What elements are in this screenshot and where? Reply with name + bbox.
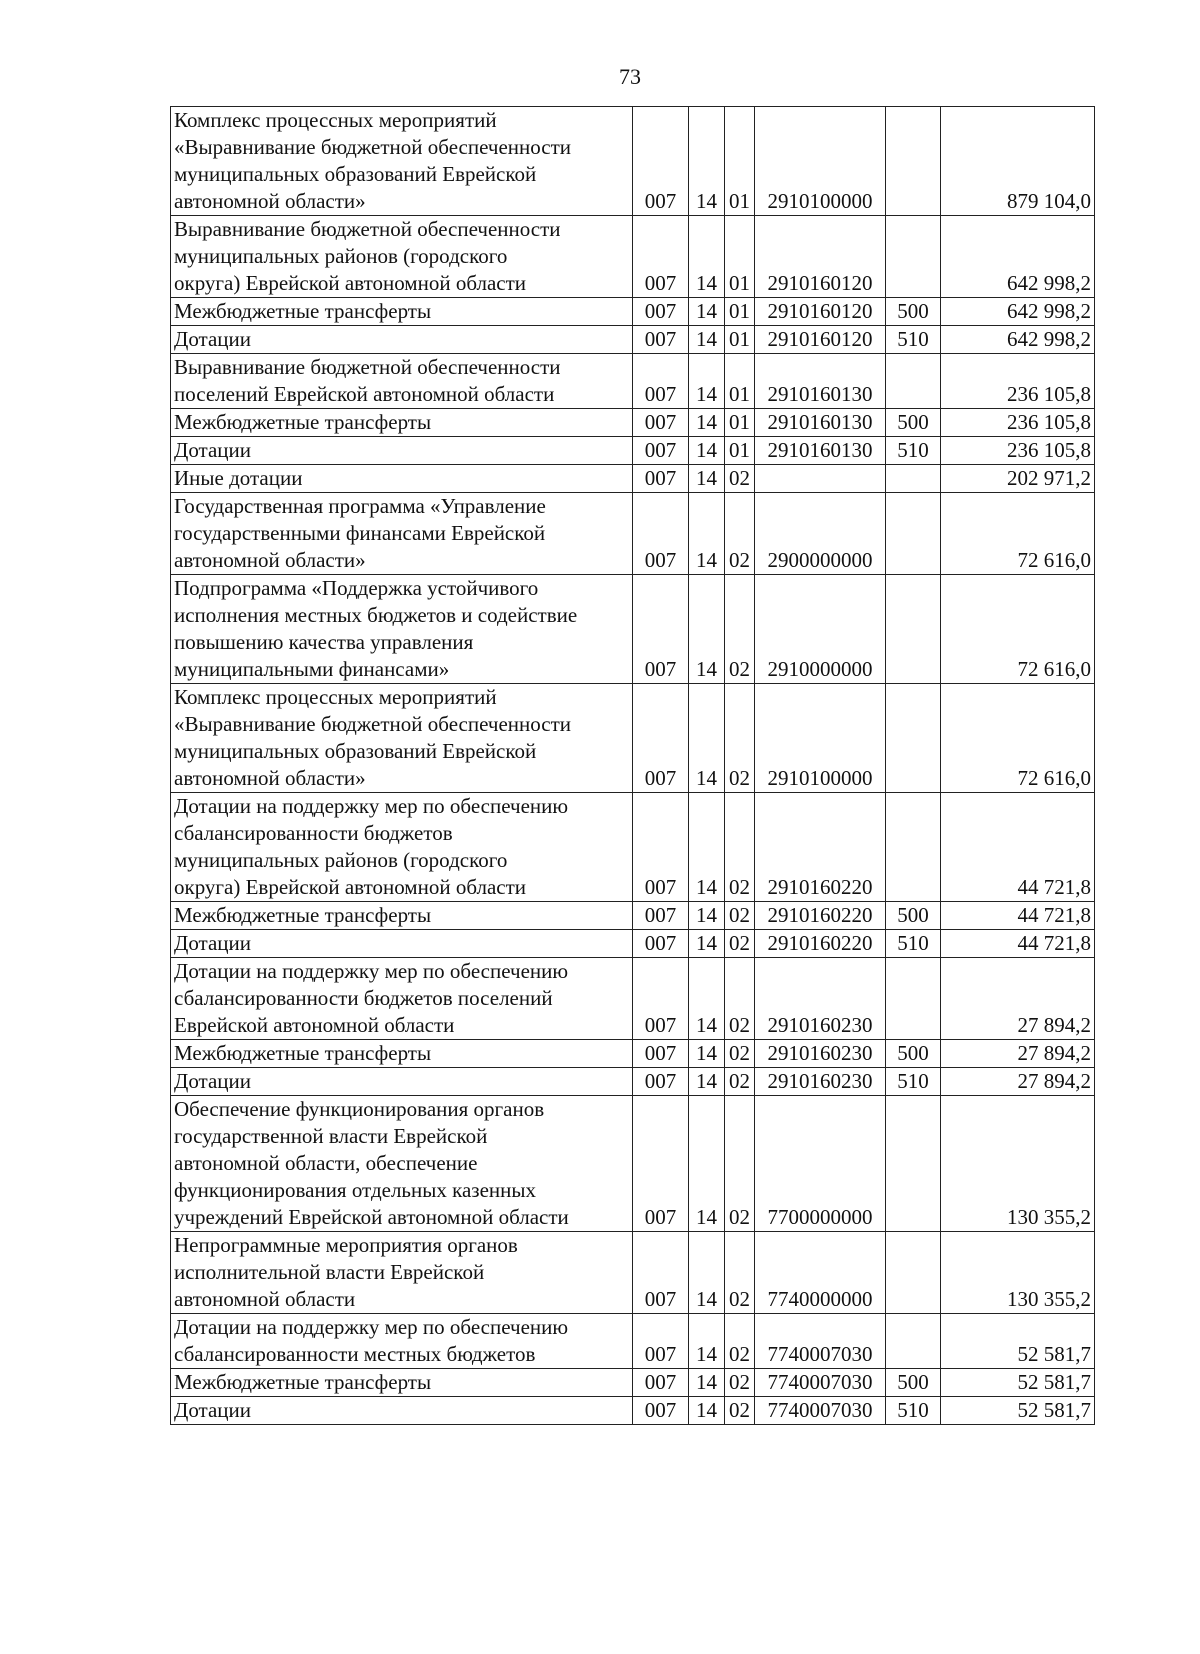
cell-name: Государственная программа «Управление государственными финансами Еврейской автономной области» xyxy=(171,493,633,575)
cell-grbs-code: 007 xyxy=(633,326,689,354)
cell-target-article: 2910160130 xyxy=(755,354,886,409)
budget-table xyxy=(170,106,1095,1425)
cell-amount: 202 971,2 xyxy=(941,465,1095,493)
table-row xyxy=(171,958,1095,1040)
cell-expense-type: 510 xyxy=(886,1397,941,1425)
cell-subsection-code: 02 xyxy=(725,684,755,793)
cell-expense-type: 510 xyxy=(886,437,941,465)
cell-expense-type xyxy=(886,354,941,409)
cell-target-article: 2910100000 xyxy=(755,684,886,793)
cell-expense-type xyxy=(886,107,941,216)
cell-subsection-code: 01 xyxy=(725,298,755,326)
table-row xyxy=(171,216,1095,298)
cell-target-article: 2910100000 xyxy=(755,107,886,216)
cell-amount: 52 581,7 xyxy=(941,1397,1095,1425)
cell-subsection-code: 02 xyxy=(725,1040,755,1068)
cell-section-code: 14 xyxy=(689,1314,725,1369)
cell-target-article: 2910160220 xyxy=(755,902,886,930)
cell-amount: 879 104,0 xyxy=(941,107,1095,216)
cell-subsection-code: 02 xyxy=(725,958,755,1040)
table-row xyxy=(171,1314,1095,1369)
cell-subsection-code: 02 xyxy=(725,1096,755,1232)
cell-section-code: 14 xyxy=(689,930,725,958)
cell-target-article: 2910160230 xyxy=(755,1040,886,1068)
cell-expense-type xyxy=(886,1096,941,1232)
cell-grbs-code: 007 xyxy=(633,354,689,409)
budget-table-body xyxy=(171,107,1095,1425)
cell-expense-type: 500 xyxy=(886,298,941,326)
cell-grbs-code: 007 xyxy=(633,1040,689,1068)
cell-section-code: 14 xyxy=(689,575,725,684)
cell-subsection-code: 01 xyxy=(725,437,755,465)
cell-expense-type: 510 xyxy=(886,1068,941,1096)
cell-amount: 236 105,8 xyxy=(941,409,1095,437)
cell-name: Выравнивание бюджетной обеспеченности муниципальных районов (городского округа) Еврейской автономной области xyxy=(171,216,633,298)
cell-section-code: 14 xyxy=(689,684,725,793)
cell-section-code: 14 xyxy=(689,216,725,298)
cell-grbs-code: 007 xyxy=(633,902,689,930)
cell-grbs-code: 007 xyxy=(633,1369,689,1397)
cell-grbs-code: 007 xyxy=(633,298,689,326)
table-row xyxy=(171,326,1095,354)
cell-name: Дотации на поддержку мер по обеспечению сбалансированности бюджетов муниципальных районов (городского округа) Еврейской автономной области xyxy=(171,793,633,902)
cell-grbs-code: 007 xyxy=(633,409,689,437)
cell-expense-type xyxy=(886,793,941,902)
cell-target-article: 2910160220 xyxy=(755,793,886,902)
cell-amount: 44 721,8 xyxy=(941,902,1095,930)
cell-grbs-code: 007 xyxy=(633,1314,689,1369)
cell-expense-type xyxy=(886,1314,941,1369)
cell-expense-type: 500 xyxy=(886,902,941,930)
cell-name: Подпрограмма «Поддержка устойчивого исполнения местных бюджетов и содействие повышению качества управления муниципальными финансами» xyxy=(171,575,633,684)
cell-name: Дотации xyxy=(171,326,633,354)
cell-amount: 642 998,2 xyxy=(941,326,1095,354)
cell-name: Непрограммные мероприятия органов исполнительной власти Еврейской автономной области xyxy=(171,1232,633,1314)
cell-name: Дотации xyxy=(171,930,633,958)
cell-grbs-code: 007 xyxy=(633,793,689,902)
cell-target-article: 7740007030 xyxy=(755,1397,886,1425)
cell-section-code: 14 xyxy=(689,1096,725,1232)
cell-grbs-code: 007 xyxy=(633,1068,689,1096)
cell-grbs-code: 007 xyxy=(633,1096,689,1232)
cell-target-article xyxy=(755,465,886,493)
cell-grbs-code: 007 xyxy=(633,575,689,684)
cell-target-article: 2910000000 xyxy=(755,575,886,684)
table-row xyxy=(171,1369,1095,1397)
cell-name: Дотации xyxy=(171,1068,633,1096)
cell-subsection-code: 01 xyxy=(725,354,755,409)
cell-subsection-code: 02 xyxy=(725,1397,755,1425)
cell-target-article: 7700000000 xyxy=(755,1096,886,1232)
cell-section-code: 14 xyxy=(689,326,725,354)
cell-target-article: 2910160130 xyxy=(755,409,886,437)
cell-expense-type: 510 xyxy=(886,930,941,958)
cell-expense-type: 500 xyxy=(886,409,941,437)
cell-subsection-code: 01 xyxy=(725,216,755,298)
cell-section-code: 14 xyxy=(689,107,725,216)
cell-name: Межбюджетные трансферты xyxy=(171,1040,633,1068)
cell-amount: 130 355,2 xyxy=(941,1232,1095,1314)
cell-name: Иные дотации xyxy=(171,465,633,493)
table-row xyxy=(171,793,1095,902)
cell-expense-type: 500 xyxy=(886,1040,941,1068)
table-row xyxy=(171,1096,1095,1232)
table-row xyxy=(171,493,1095,575)
page-number: 73 xyxy=(619,64,641,89)
cell-name: Комплекс процессных мероприятий «Выравнивание бюджетной обеспеченности муниципальных образований Еврейской автономной области» xyxy=(171,684,633,793)
cell-section-code: 14 xyxy=(689,793,725,902)
cell-subsection-code: 02 xyxy=(725,575,755,684)
cell-subsection-code: 01 xyxy=(725,409,755,437)
cell-amount: 44 721,8 xyxy=(941,793,1095,902)
cell-section-code: 14 xyxy=(689,437,725,465)
cell-grbs-code: 007 xyxy=(633,930,689,958)
table-row xyxy=(171,1068,1095,1096)
cell-amount: 642 998,2 xyxy=(941,298,1095,326)
cell-amount: 72 616,0 xyxy=(941,493,1095,575)
cell-grbs-code: 007 xyxy=(633,1232,689,1314)
cell-section-code: 14 xyxy=(689,1397,725,1425)
cell-section-code: 14 xyxy=(689,958,725,1040)
cell-subsection-code: 02 xyxy=(725,1314,755,1369)
cell-subsection-code: 02 xyxy=(725,930,755,958)
cell-name: Дотации xyxy=(171,437,633,465)
cell-section-code: 14 xyxy=(689,465,725,493)
cell-amount: 27 894,2 xyxy=(941,1040,1095,1068)
cell-grbs-code: 007 xyxy=(633,958,689,1040)
cell-name: Дотации xyxy=(171,1397,633,1425)
cell-section-code: 14 xyxy=(689,1232,725,1314)
cell-name: Обеспечение функционирования органов государственной власти Еврейской автономной области, обеспечение функционирования отдельных казенных учреждений Еврейской автономной области xyxy=(171,1096,633,1232)
cell-grbs-code: 007 xyxy=(633,684,689,793)
table-row xyxy=(171,684,1095,793)
table-row xyxy=(171,930,1095,958)
table-row xyxy=(171,1232,1095,1314)
cell-expense-type xyxy=(886,493,941,575)
table-row xyxy=(171,107,1095,216)
cell-name: Межбюджетные трансферты xyxy=(171,1369,633,1397)
cell-name: Дотации на поддержку мер по обеспечению сбалансированности местных бюджетов xyxy=(171,1314,633,1369)
table-row xyxy=(171,575,1095,684)
cell-name: Комплекс процессных мероприятий «Выравнивание бюджетной обеспеченности муниципальных образований Еврейской автономной области» xyxy=(171,107,633,216)
cell-section-code: 14 xyxy=(689,1369,725,1397)
cell-section-code: 14 xyxy=(689,1040,725,1068)
cell-target-article: 2910160120 xyxy=(755,216,886,298)
cell-amount: 27 894,2 xyxy=(941,958,1095,1040)
cell-name: Межбюджетные трансферты xyxy=(171,409,633,437)
cell-target-article: 7740007030 xyxy=(755,1314,886,1369)
cell-section-code: 14 xyxy=(689,902,725,930)
cell-target-article: 2910160220 xyxy=(755,930,886,958)
cell-name: Межбюджетные трансферты xyxy=(171,902,633,930)
table-row xyxy=(171,902,1095,930)
table-row xyxy=(171,437,1095,465)
cell-amount: 236 105,8 xyxy=(941,437,1095,465)
cell-section-code: 14 xyxy=(689,493,725,575)
cell-subsection-code: 02 xyxy=(725,465,755,493)
table-row xyxy=(171,409,1095,437)
cell-subsection-code: 01 xyxy=(725,326,755,354)
cell-expense-type xyxy=(886,575,941,684)
cell-subsection-code: 02 xyxy=(725,1232,755,1314)
cell-amount: 52 581,7 xyxy=(941,1369,1095,1397)
table-row xyxy=(171,298,1095,326)
cell-amount: 52 581,7 xyxy=(941,1314,1095,1369)
table-row xyxy=(171,465,1095,493)
cell-subsection-code: 02 xyxy=(725,902,755,930)
cell-target-article: 2910160130 xyxy=(755,437,886,465)
cell-target-article: 7740000000 xyxy=(755,1232,886,1314)
cell-name: Дотации на поддержку мер по обеспечению сбалансированности бюджетов поселений Еврейской автономной области xyxy=(171,958,633,1040)
cell-expense-type xyxy=(886,958,941,1040)
cell-target-article: 2900000000 xyxy=(755,493,886,575)
cell-expense-type xyxy=(886,216,941,298)
cell-target-article: 7740007030 xyxy=(755,1369,886,1397)
cell-expense-type xyxy=(886,1232,941,1314)
cell-target-article: 2910160230 xyxy=(755,1068,886,1096)
cell-target-article: 2910160120 xyxy=(755,298,886,326)
cell-amount: 72 616,0 xyxy=(941,684,1095,793)
cell-subsection-code: 02 xyxy=(725,1369,755,1397)
cell-expense-type xyxy=(886,684,941,793)
cell-section-code: 14 xyxy=(689,354,725,409)
table-row xyxy=(171,1040,1095,1068)
cell-target-article: 2910160120 xyxy=(755,326,886,354)
cell-grbs-code: 007 xyxy=(633,107,689,216)
table-row xyxy=(171,354,1095,409)
cell-amount: 130 355,2 xyxy=(941,1096,1095,1232)
cell-grbs-code: 007 xyxy=(633,493,689,575)
cell-grbs-code: 007 xyxy=(633,1397,689,1425)
cell-amount: 236 105,8 xyxy=(941,354,1095,409)
cell-grbs-code: 007 xyxy=(633,465,689,493)
cell-expense-type xyxy=(886,465,941,493)
cell-name: Выравнивание бюджетной обеспеченности поселений Еврейской автономной области xyxy=(171,354,633,409)
cell-amount: 72 616,0 xyxy=(941,575,1095,684)
cell-subsection-code: 02 xyxy=(725,793,755,902)
cell-target-article: 2910160230 xyxy=(755,958,886,1040)
cell-amount: 642 998,2 xyxy=(941,216,1095,298)
cell-name: Межбюджетные трансферты xyxy=(171,298,633,326)
cell-section-code: 14 xyxy=(689,298,725,326)
cell-amount: 44 721,8 xyxy=(941,930,1095,958)
cell-section-code: 14 xyxy=(689,409,725,437)
cell-expense-type: 510 xyxy=(886,326,941,354)
cell-grbs-code: 007 xyxy=(633,216,689,298)
cell-subsection-code: 01 xyxy=(725,107,755,216)
cell-expense-type: 500 xyxy=(886,1369,941,1397)
cell-subsection-code: 02 xyxy=(725,493,755,575)
table-row xyxy=(171,1397,1095,1425)
cell-amount: 27 894,2 xyxy=(941,1068,1095,1096)
cell-subsection-code: 02 xyxy=(725,1068,755,1096)
cell-section-code: 14 xyxy=(689,1068,725,1096)
cell-grbs-code: 007 xyxy=(633,437,689,465)
